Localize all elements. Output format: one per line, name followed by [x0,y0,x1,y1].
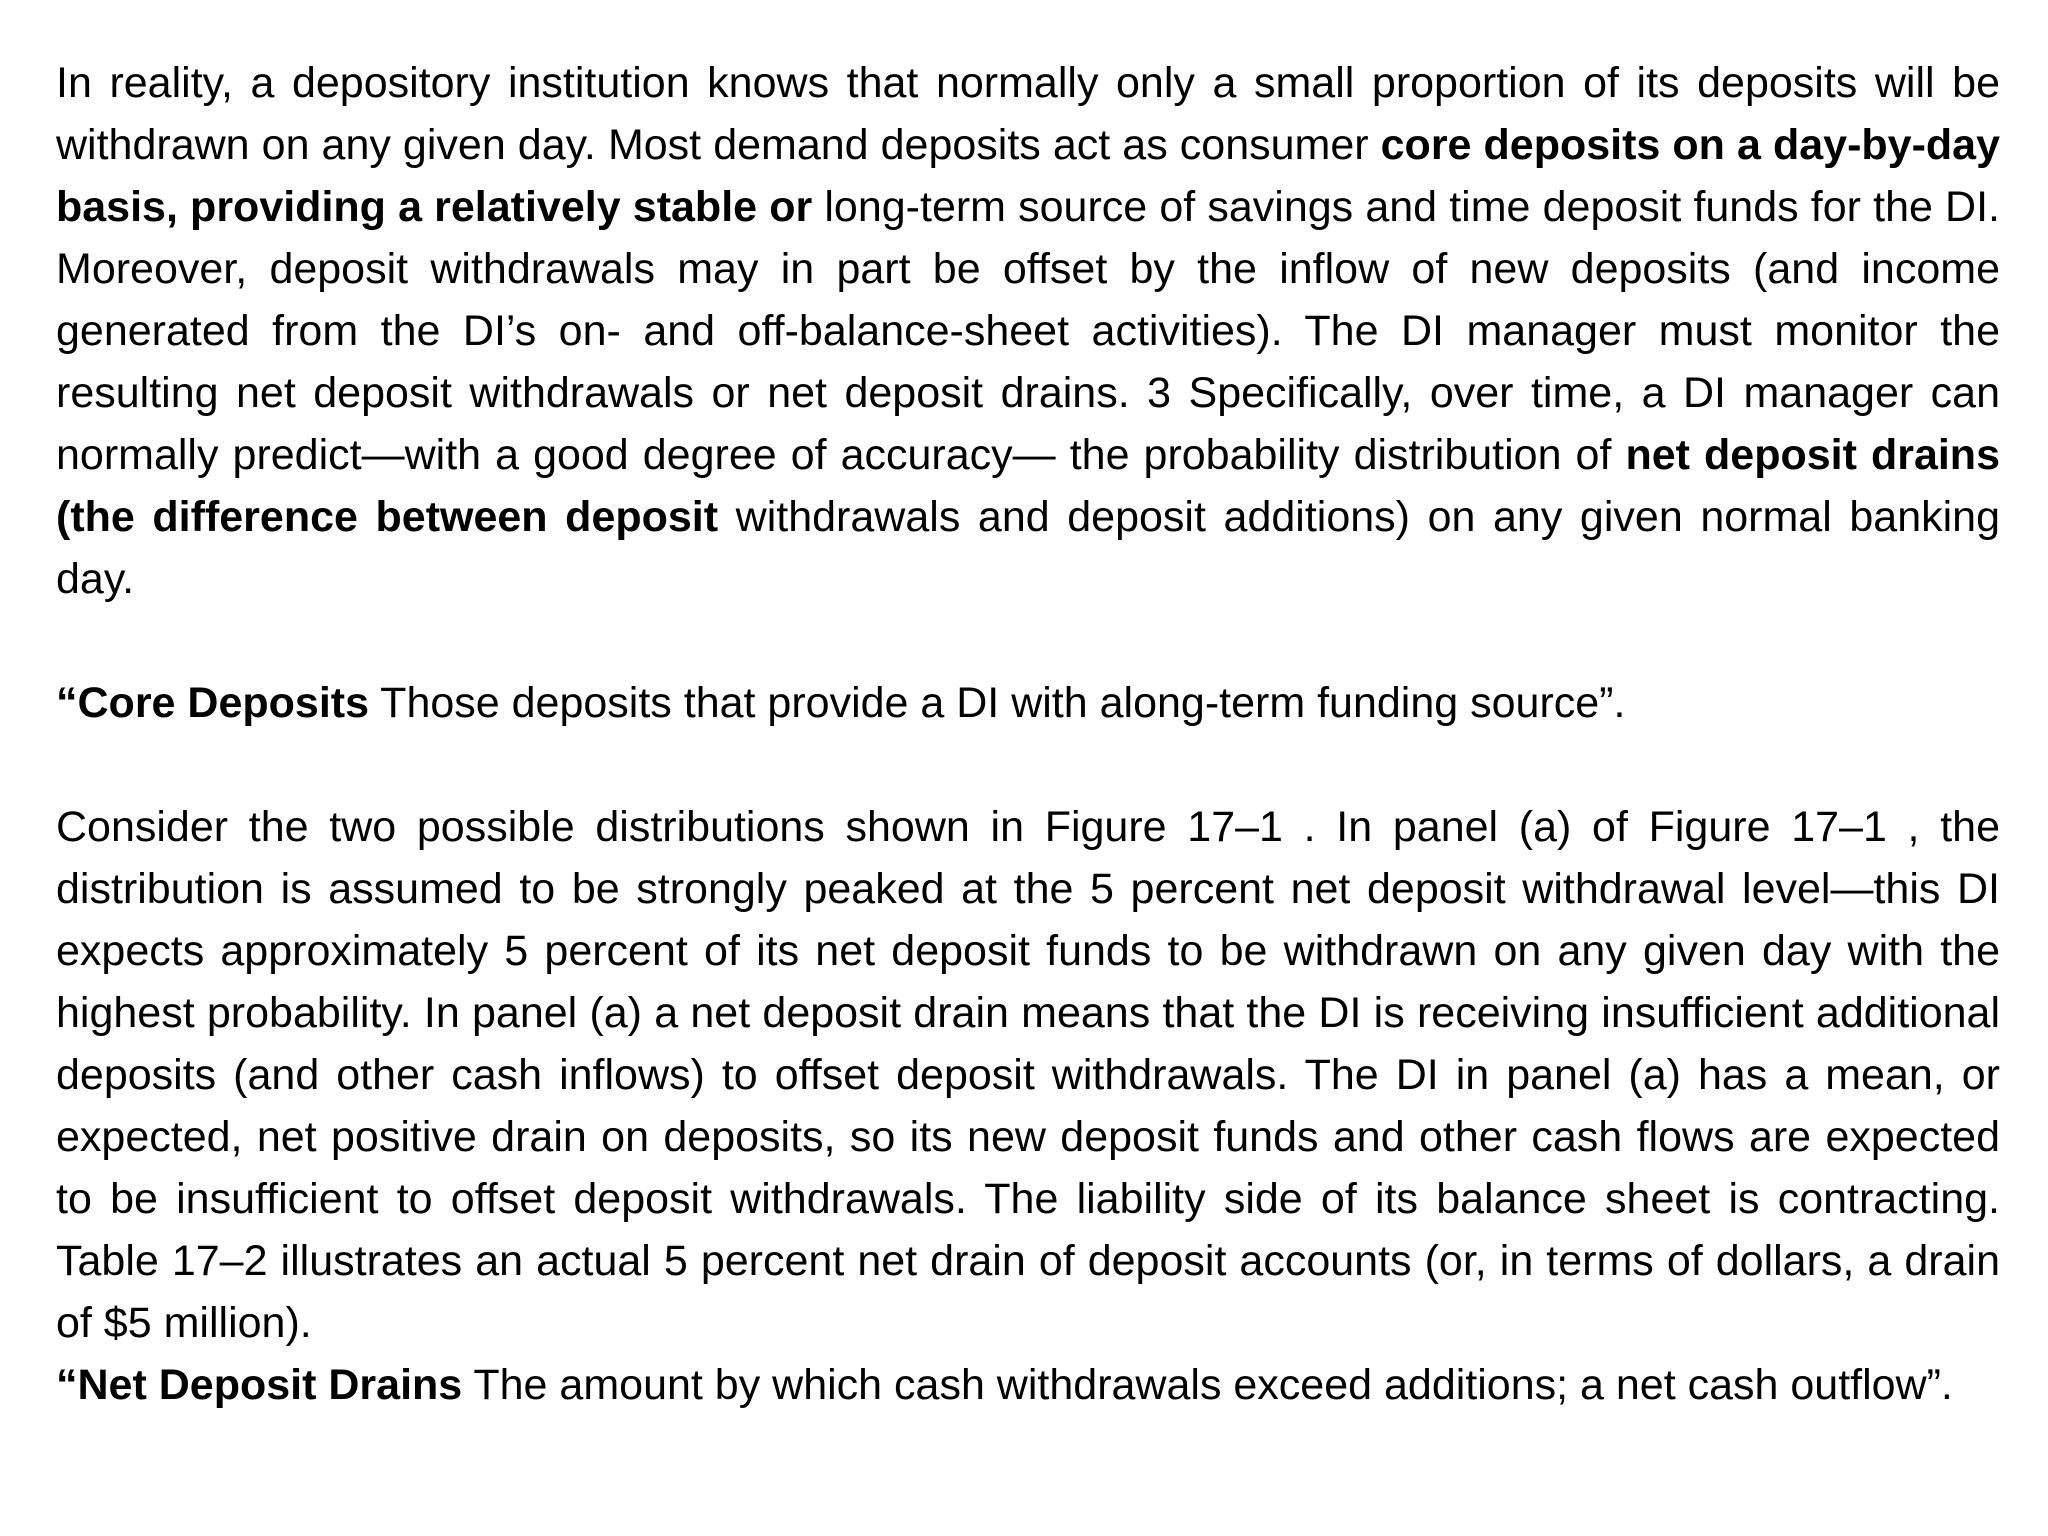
paragraph-text: withdrawals and deposit additions) on any given normal banking day. [56,493,2000,603]
definition-net-deposit-drains [56,1354,2000,1416]
definition-text: Those deposits that provide a DI with along-term funding source”. [369,679,1626,727]
paragraph-distributions [56,796,2000,1354]
paragraph-spacer [56,734,2000,796]
bold-phrase: net deposit drains (the difference between deposit [56,431,2000,541]
paragraph-text: In reality, a depository institution knows that normally only a small proportion of its deposits will be withdrawn on any given day. Most demand deposits act as consumer [56,59,2000,169]
paragraph-text: long-term source of savings and time deposit funds for the DI. Moreover, deposit withdrawals may in part be offset by the inflow of new deposits (and income generated from the DI’s on- and off-balance-sheet activities). The DI manager must monitor the resulting net deposit withdrawals or net deposit drains. 3 Specifically, over time, a DI manager can normally predict—with a good degree of accuracy— the probability distribution of [56,183,2000,479]
paragraph-text: Consider the two possible distributions shown in Figure 17–1 . In panel (a) of Figure 17–1 , the distribution is assumed to be strongly peaked at the 5 percent net deposit withdrawal level—this DI expects approximately 5 percent of its net deposit funds to be withdrawn on any given day with the highest probability. In panel (a) a net deposit drain means that the DI is receiving insufficient additional deposits (and other cash inflows) to offset deposit withdrawals. The DI in panel (a) has a mean, or expected, net positive drain on deposits, so its new deposit funds and other cash flows are expected to be insufficient to offset deposit withdrawals. The liability side of its balance sheet is contracting. Table 17–2 illustrates an actual 5 percent net drain of deposit accounts (or, in terms of dollars, a drain of $5 million). [56,803,2000,1347]
bold-phrase: core deposits on a day-by-day basis, providing a relatively stable or [56,121,2000,231]
definition-term: “Core Deposits [56,679,370,727]
definition-text: The amount by which cash withdrawals exceed additions; a net cash outflow”. [462,1361,1953,1409]
definition-core-deposits [56,672,2000,734]
paragraph-spacer [56,610,2000,672]
definition-term: “Net Deposit Drains [56,1361,463,1409]
document-page [56,52,2000,1416]
paragraph-liquidity-intro [56,52,2000,610]
